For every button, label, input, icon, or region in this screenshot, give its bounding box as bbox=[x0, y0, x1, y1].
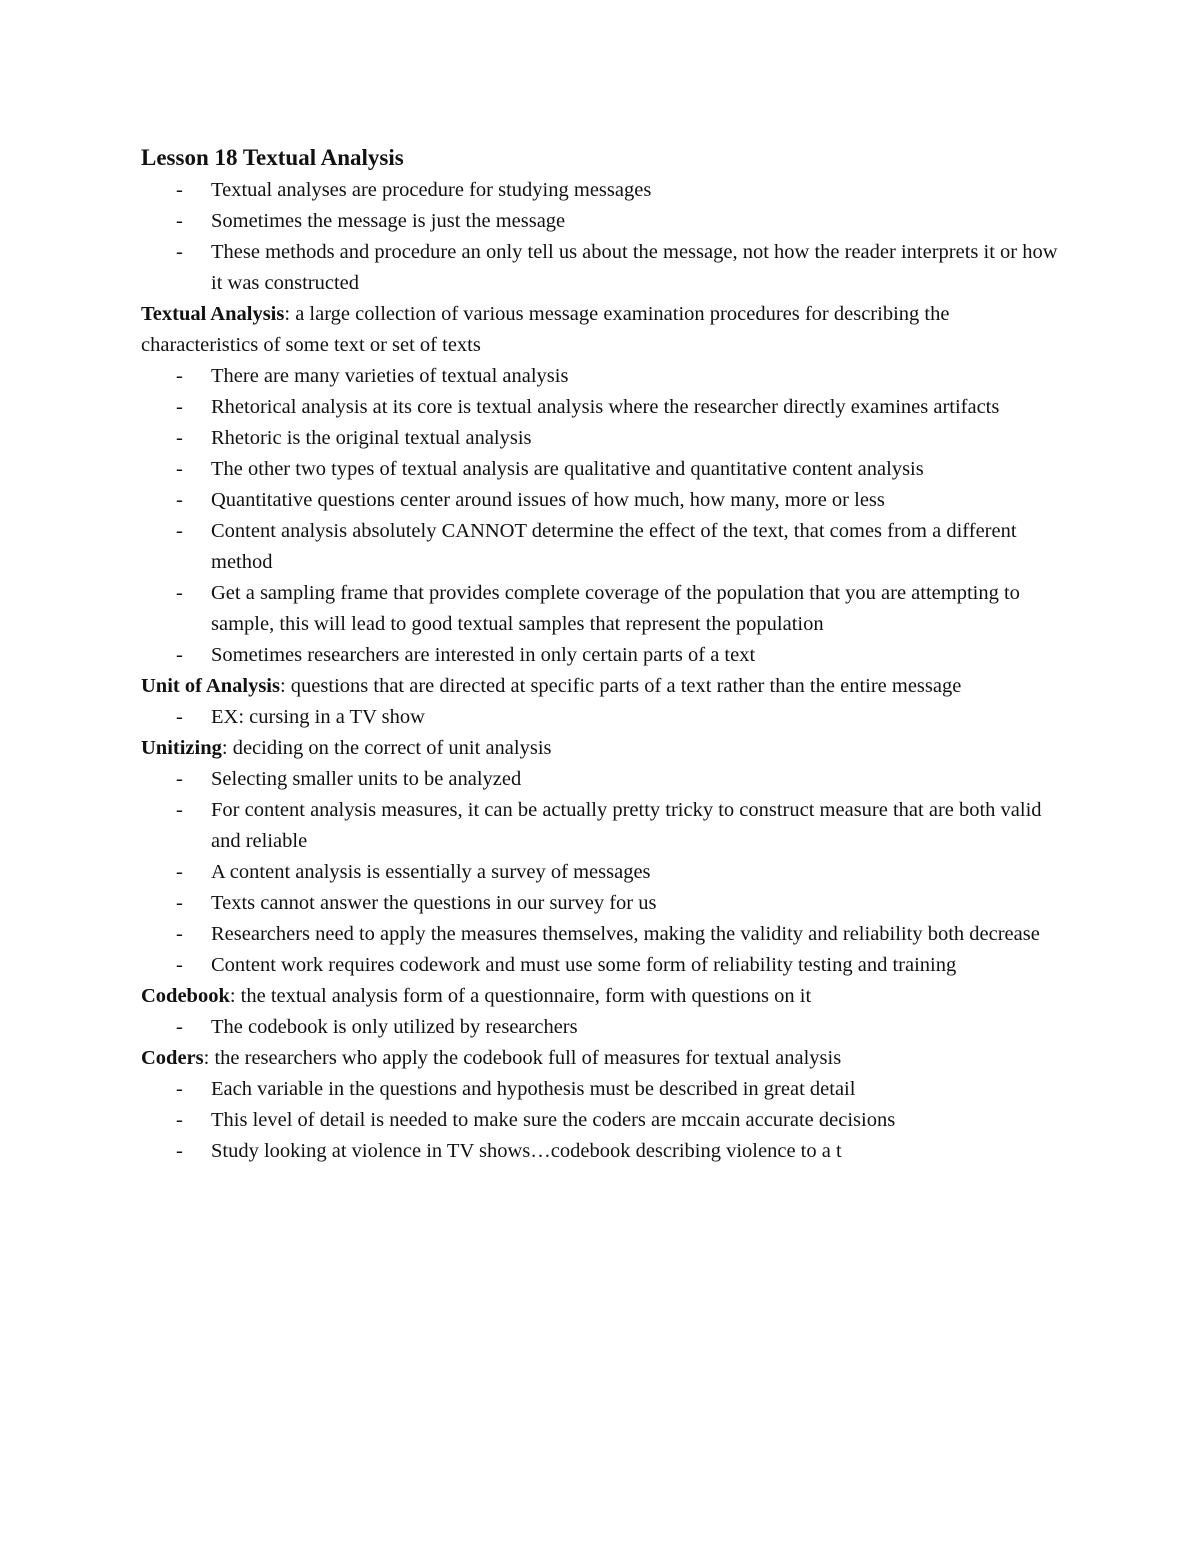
list-item bbox=[141, 1074, 1061, 1105]
definition-paragraph bbox=[141, 1043, 1061, 1074]
bullet-dash: - bbox=[176, 861, 183, 883]
definition-paragraph bbox=[141, 299, 1061, 361]
definition-term: Unit of Analysis bbox=[141, 675, 280, 697]
list-item bbox=[141, 888, 1061, 919]
list-item bbox=[141, 1136, 1061, 1167]
list-item-text: Researchers need to apply the measures themselves, making the validity and reliability both decrease bbox=[211, 923, 1040, 945]
bullet-dash: - bbox=[176, 179, 183, 201]
list-item bbox=[141, 516, 1061, 578]
bullet-dash: - bbox=[176, 210, 183, 232]
bullet-dash: - bbox=[176, 954, 183, 976]
definition-term: Coders bbox=[141, 1047, 204, 1069]
definition-term: Textual Analysis bbox=[141, 303, 285, 325]
definition-text: : the researchers who apply the codebook full of measures for textual analysis bbox=[203, 1047, 842, 1069]
section bbox=[141, 981, 1061, 1043]
list-item bbox=[141, 206, 1061, 237]
list-item bbox=[141, 950, 1061, 981]
bullet-list bbox=[141, 1012, 1061, 1043]
list-item-text: These methods and procedure an only tell us about the message, not how the reader interprets it or how it was constructed bbox=[211, 241, 1058, 294]
list-item bbox=[141, 640, 1061, 671]
list-item-text: EX: cursing in a TV show bbox=[211, 706, 425, 728]
list-item-text: Selecting smaller units to be analyzed bbox=[211, 768, 522, 790]
list-item-text: Content work requires codework and must use some form of reliability testing and training bbox=[211, 954, 957, 976]
list-item bbox=[141, 485, 1061, 516]
bullet-dash: - bbox=[176, 1016, 183, 1038]
bullet-dash: - bbox=[176, 644, 183, 666]
bullet-list bbox=[141, 175, 1061, 299]
list-item-text: A content analysis is essentially a survey of messages bbox=[211, 861, 651, 883]
bullet-dash: - bbox=[176, 365, 183, 387]
definition-paragraph bbox=[141, 981, 1061, 1012]
bullet-dash: - bbox=[176, 396, 183, 418]
definition-text: : questions that are directed at specific parts of a text rather than the entire message bbox=[279, 675, 962, 697]
bullet-list bbox=[141, 361, 1061, 671]
list-item-text: Texts cannot answer the questions in our survey for us bbox=[211, 892, 657, 914]
bullet-list bbox=[141, 764, 1061, 981]
list-item bbox=[141, 857, 1061, 888]
definition-text: : deciding on the correct of unit analysis bbox=[221, 737, 552, 759]
bullet-dash: - bbox=[176, 520, 183, 542]
bullet-dash: - bbox=[176, 706, 183, 728]
list-item bbox=[141, 795, 1061, 857]
bullet-dash: - bbox=[176, 892, 183, 914]
bullet-dash: - bbox=[176, 427, 183, 449]
list-item bbox=[141, 175, 1061, 206]
list-item bbox=[141, 578, 1061, 640]
list-item-text: Sometimes researchers are interested in only certain parts of a text bbox=[211, 644, 756, 666]
bullet-dash: - bbox=[176, 923, 183, 945]
section bbox=[141, 733, 1061, 981]
bullet-dash: - bbox=[176, 1078, 183, 1100]
bullet-dash: - bbox=[176, 582, 183, 604]
list-item bbox=[141, 392, 1061, 423]
page-title: Lesson 18 Textual Analysis bbox=[141, 145, 404, 170]
bullet-list bbox=[141, 702, 1061, 733]
list-item-text: Each variable in the questions and hypothesis must be described in great detail bbox=[211, 1078, 856, 1100]
list-item bbox=[141, 454, 1061, 485]
section bbox=[141, 299, 1061, 671]
list-item-text: Quantitative questions center around issues of how much, how many, more or less bbox=[211, 489, 885, 511]
list-item bbox=[141, 1105, 1061, 1136]
definition-text: : the textual analysis form of a questionnaire, form with questions on it bbox=[229, 985, 812, 1007]
list-item bbox=[141, 702, 1061, 733]
definition-term: Unitizing bbox=[141, 737, 222, 759]
list-item-text: Rhetoric is the original textual analysis bbox=[211, 427, 532, 449]
definition-term: Codebook bbox=[141, 985, 230, 1007]
section bbox=[141, 671, 1061, 733]
list-item-text: Get a sampling frame that provides complete coverage of the population that you are attempting to sample, this will lead to good textual samples that represent the population bbox=[211, 582, 1020, 635]
list-item-text: The other two types of textual analysis are qualitative and quantitative content analysis bbox=[211, 458, 924, 480]
list-item bbox=[141, 919, 1061, 950]
list-item-text: This level of detail is needed to make sure the coders are mccain accurate decisions bbox=[211, 1109, 896, 1131]
list-item bbox=[141, 1012, 1061, 1043]
document-page bbox=[141, 141, 1061, 1167]
list-item bbox=[141, 423, 1061, 454]
list-item-text: Textual analyses are procedure for studying messages bbox=[211, 179, 652, 201]
bullet-dash: - bbox=[176, 1109, 183, 1131]
definition-paragraph bbox=[141, 733, 1061, 764]
document-body bbox=[141, 175, 1061, 1167]
list-item-text: Rhetorical analysis at its core is textual analysis where the researcher directly examines artifacts bbox=[211, 396, 1000, 418]
bullet-dash: - bbox=[176, 241, 183, 263]
section bbox=[141, 175, 1061, 299]
bullet-dash: - bbox=[176, 1140, 183, 1162]
list-item-text: Content analysis absolutely CANNOT determine the effect of the text, that comes from a different method bbox=[211, 520, 1017, 573]
bullet-list bbox=[141, 1074, 1061, 1167]
list-item-text: There are many varieties of textual analysis bbox=[211, 365, 569, 387]
list-item bbox=[141, 361, 1061, 392]
bullet-dash: - bbox=[176, 489, 183, 511]
list-item-text: For content analysis measures, it can be actually pretty tricky to construct measure that are both valid and reliable bbox=[211, 799, 1042, 852]
section bbox=[141, 1043, 1061, 1167]
list-item bbox=[141, 764, 1061, 795]
bullet-dash: - bbox=[176, 768, 183, 790]
bullet-dash: - bbox=[176, 458, 183, 480]
definition-text: : a large collection of various message examination procedures for describing the characteristics of some text or set of texts bbox=[141, 303, 950, 356]
bullet-dash: - bbox=[176, 799, 183, 821]
definition-paragraph bbox=[141, 671, 1061, 702]
list-item-text: Study looking at violence in TV shows…codebook describing violence to a t bbox=[211, 1140, 842, 1162]
list-item-text: Sometimes the message is just the message bbox=[211, 210, 566, 232]
list-item bbox=[141, 237, 1061, 299]
list-item-text: The codebook is only utilized by researchers bbox=[211, 1016, 578, 1038]
